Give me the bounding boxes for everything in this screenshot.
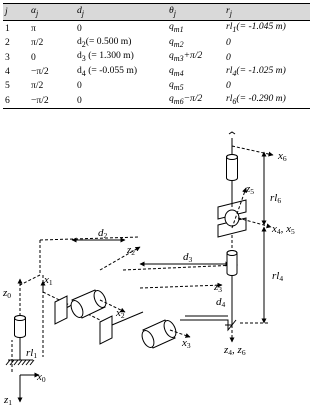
label-d4: $d_4$: [216, 296, 226, 309]
header-cell: $\alpha_j$: [29, 4, 75, 21]
joint-6-cylinder: [227, 155, 238, 181]
table-cell-j: 4: [5, 66, 10, 78]
label-x3: $x_3$: [182, 337, 191, 350]
label-x6: $x_6$: [278, 150, 287, 163]
link-3-plate: [55, 296, 67, 324]
table-cell-j: 5: [5, 80, 10, 92]
table-cell-d: 0: [75, 93, 167, 108]
table-cell-j: 2: [5, 37, 10, 49]
table-cell-theta: $q_{m6}-\pi/2$: [167, 93, 224, 108]
table-cell-alpha: π/2: [31, 37, 44, 49]
table-cell-alpha: −π/2: [29, 93, 75, 108]
joint-4-cylinder: [227, 251, 237, 276]
table-cell-r: 0: [226, 51, 231, 63]
label-x0: $x_0$: [37, 371, 46, 384]
header-cell: $r_j$: [224, 4, 310, 21]
header-cell: $\theta_j$: [167, 4, 224, 21]
table-cell-r: 0: [226, 80, 231, 92]
label-z2: $z_2$: [127, 244, 136, 257]
table-cell-theta: $q_{m1}$: [169, 21, 184, 35]
label-d3: $d_3$: [183, 251, 193, 264]
table-cell-alpha: π/2: [31, 80, 44, 92]
label-rl6: $rl_6$: [270, 192, 282, 205]
table-cell-r: $rl_1(= -1.045$ m): [226, 21, 286, 35]
table-cell-r: $rl_6(= -0.290$ m): [224, 93, 310, 108]
table-cell-alpha: −π/2: [31, 66, 49, 78]
label-d2: $d_2$: [98, 227, 108, 240]
table-cell-r: $rl_4(= -1.025$ m): [226, 64, 286, 78]
table-cell-r: 0: [226, 37, 231, 49]
table-cell-theta: $q_{m5}$: [169, 79, 184, 92]
d3-top-dashed: [123, 265, 238, 270]
end-effector-mark: [229, 132, 235, 134]
table-cell-theta: $q_{m4}$: [169, 64, 184, 78]
joint-3-cylinder: [140, 319, 179, 350]
table-cell-alpha: π: [31, 22, 36, 34]
joint-1-cylinder: [15, 316, 26, 338]
label-z3: $z_3$: [214, 281, 223, 294]
table-cell-theta: $q_{m2}$: [169, 35, 184, 49]
table-cell-theta: $q_{m3}+\pi/2$: [169, 50, 203, 64]
table-cell-d: 0: [77, 22, 82, 34]
d2-left-diagonal: [20, 275, 40, 285]
label-z0: $z_0$: [3, 287, 12, 300]
header-cell: $d_j$: [75, 4, 167, 21]
x6-axis-arrow: [232, 146, 273, 155]
table-cell-alpha: 0: [31, 51, 36, 63]
header-cell: j: [3, 4, 29, 21]
joint-2-cylinder: [69, 289, 109, 320]
table-cell-j: 1: [5, 22, 10, 34]
label-x4-x5: $x_4$, $x_5$: [272, 223, 295, 236]
table-cell-j: 6: [3, 93, 29, 108]
table-cell-d: $d_2(= 0.500$ m): [77, 35, 132, 49]
table-cell-d: $d_4$ (= -0.055 m): [77, 64, 138, 78]
label-x2: $x_2$: [116, 307, 125, 320]
z3-axis-arrow: [140, 285, 222, 288]
label-z1: $z_1$: [4, 394, 13, 407]
label-rl4: $rl_4$: [272, 270, 284, 283]
table-cell-d: $d_3$ (= 1.300 m): [77, 50, 134, 64]
table-cell-d: 0: [77, 80, 82, 92]
label-z5: $z_5$: [246, 183, 255, 196]
label-x1: $x_1$: [44, 274, 53, 287]
table-cell-j: 3: [5, 51, 10, 63]
link-4-plate: [100, 316, 112, 344]
label-rl1: $rl_1$: [26, 347, 38, 360]
label-z4-z6: $z_4$, $z_6$: [224, 344, 246, 357]
